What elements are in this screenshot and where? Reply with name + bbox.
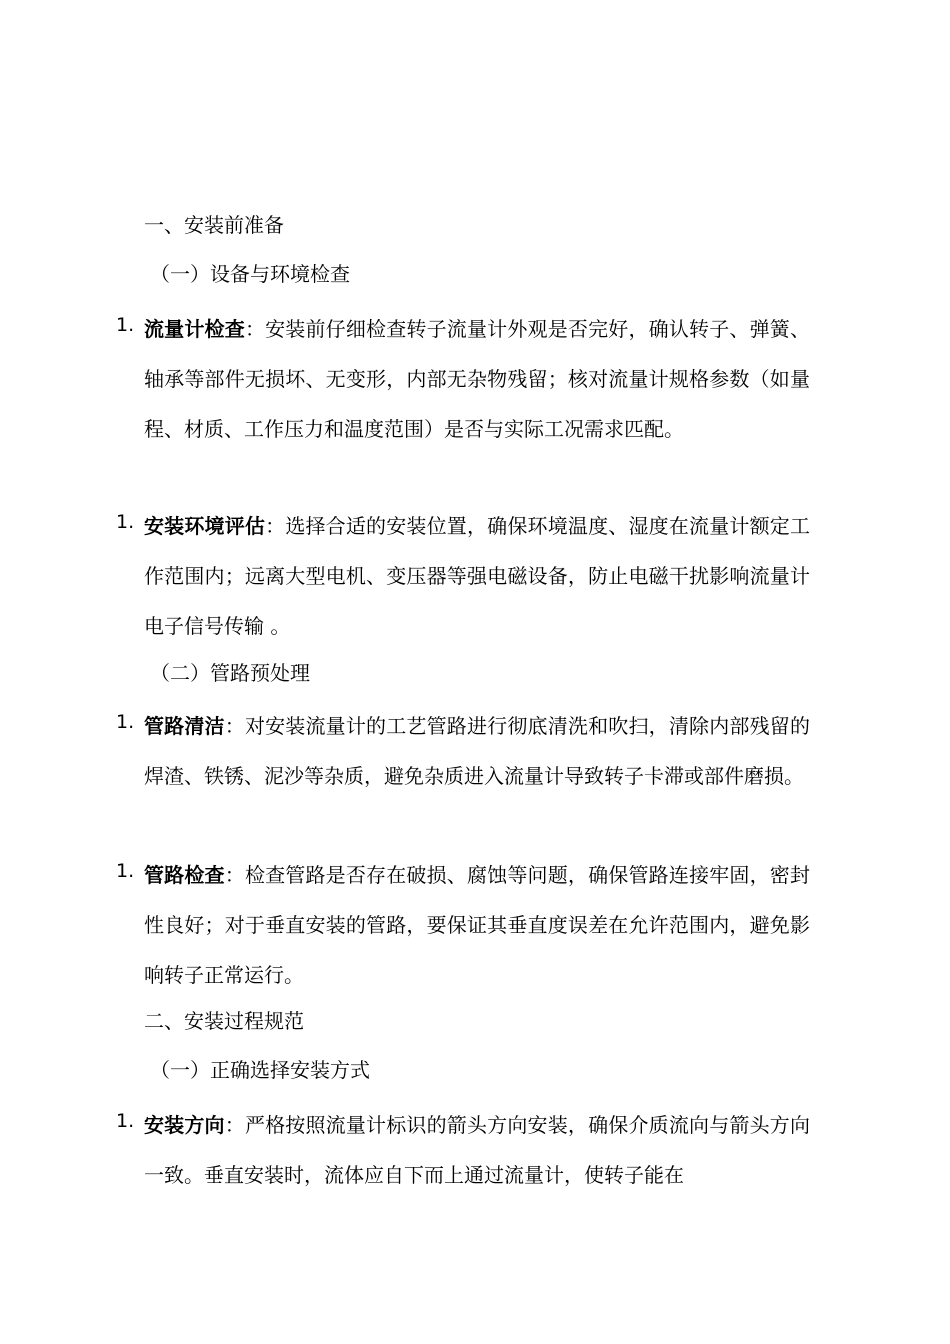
list-item-separator: ： (224, 714, 245, 738)
list-item-text: 对安装流量计的工艺管路进行彻底清洗和吹扫，清除内部残留的焊渣、铁锈、泥沙等杂质，避免杂质进入流量计导致转子卡滞或部件磨损。 (144, 714, 810, 788)
list-item-label: 流量计检查 (144, 317, 245, 341)
list-item-separator: ： (244, 317, 266, 341)
list-item-body (144, 1100, 810, 1200)
list-item-text: 安装前仔细检查转子流量计外观是否完好，确认转子、弹簧、轴承等部件无损坏、无变形，内部无杂物残留；核对流量计规格参数（如量程、材质、工作压力和温度范围）是否与实际工况需求匹配。 (144, 317, 810, 441)
list-item-separator: ： (224, 1113, 245, 1137)
list-item-separator: ： (224, 863, 245, 887)
list-item-body (144, 701, 810, 801)
section-2-title: 二、安装过程规范 (144, 1009, 304, 1033)
list-item-number: 1. (116, 711, 135, 733)
list-item-body (144, 304, 810, 454)
list-item-label: 安装环境评估 (144, 514, 266, 538)
list-item-label: 管路清洁 (144, 714, 225, 738)
list-item-number: 1. (116, 314, 135, 336)
section-1-title: 一、安装前准备 (144, 213, 284, 237)
list-item-body (144, 501, 810, 651)
list-item-number: 1. (116, 1110, 135, 1132)
section-1-sub-1-title: （一）设备与环境检查 (150, 262, 350, 286)
list-item-label: 管路检查 (144, 863, 225, 887)
section-2-sub-1-title: （一）正确选择安装方式 (150, 1058, 370, 1082)
list-item-number: 1. (116, 860, 135, 882)
list-item-label: 安装方向 (144, 1113, 225, 1137)
list-item-body (144, 850, 810, 1000)
list-item-number: 1. (116, 511, 135, 533)
list-item-text: 严格按照流量计标识的箭头方向安装，确保介质流向与箭头方向一致。垂直安装时，流体应自下而上通过流量计，使转子能在 (144, 1113, 810, 1187)
section-1-sub-2-title: （二）管路预处理 (150, 661, 310, 685)
list-item-text: 选择合适的安装位置，确保环境温度、湿度在流量计额定工作范围内；远离大型电机、变压器等强电磁设备，防止电磁干扰影响流量计电子信号传输 。 (144, 514, 810, 638)
list-item-text: 检查管路是否存在破损、腐蚀等问题，确保管路连接牢固，密封性良好；对于垂直安装的管路，要保证其垂直度误差在允许范围内，避免影响转子正常运行。 (144, 863, 810, 987)
list-item-separator: ： (265, 514, 286, 538)
